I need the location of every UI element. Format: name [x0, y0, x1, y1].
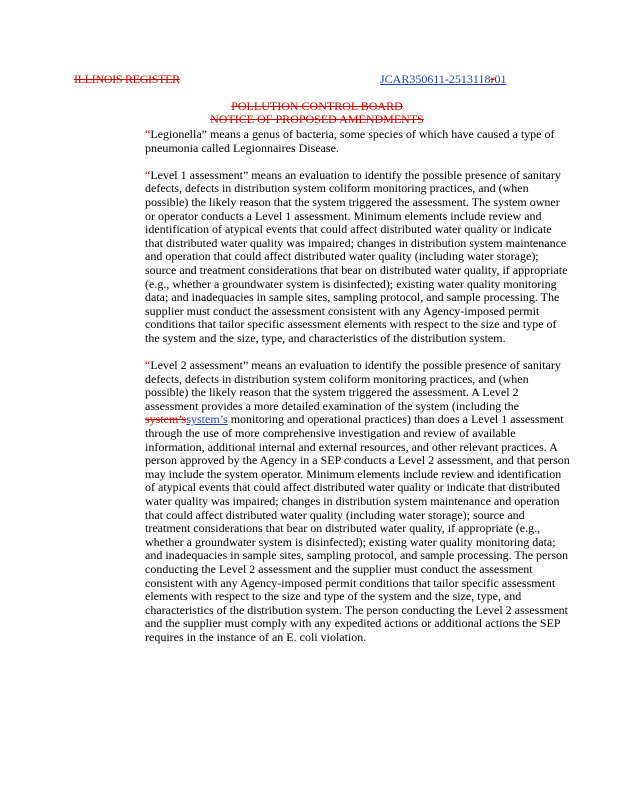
register-header: ILLINOIS REGISTER	[74, 72, 180, 86]
jcar-code-prefix: JCAR350611-2513118	[380, 72, 491, 86]
inserted-text: system’s	[186, 412, 228, 427]
open-quote: “	[145, 127, 151, 141]
definition-text: Level 1 assessment” means an evaluation to identify the possible presence of sanitary defects, defects in distribution system coliform monitoring practices, and (when possible) the likely reason that the system triggered the assessment. The system owner or operator conducts a Level 1 assessment. Minimum elements include review and identification of atypical events that could affect distributed water quality or indicate that distributed water quality was impaired; changes in distribution system maintenance and operation that could affect distributed water quality (including water storage); source and treatment considerations that bear on distributed water quality, if appropriate (e.g., whether a groundwater system is disinfected); existing water quality monitoring data; and inadequacies in sample sites, sampling protocol, and sample processing. The supplier must conduct the assessment consistent with any Agency-imposed permit conditions that tailor specific assessment elements with respect to the size and type of the system and the size, type, and characteristics of the distribution system.	[145, 167, 568, 345]
open-quote: “	[145, 167, 151, 182]
definition-text: Legionella” means a genus of bacteria, some species of which have caused a type of pneumonia called Legionnaires Disease.	[145, 127, 555, 155]
board-title: POLLUTION CONTROL BOARD	[231, 99, 403, 113]
definition-level-1-assessment	[145, 169, 570, 346]
jcar-code-suffix: 01	[494, 72, 507, 86]
definition-level-2-assessment	[145, 359, 570, 644]
definition-text-part2: monitoring and operational practices) than does a Level 1 assessment through the use of more comprehensive investigation and review of available information, additional internal and external resources, and other relevant practices. A person approved by the Agency in a SEP conducts a Level 2 assessment, and that person may include the system operator. Minimum elements include review and identification of atypical events that could affect distributed water quality or indicate that distributed water quality was impaired; changes in distribution system maintenance and operation that could affect distributed water quality (including water storage); source and treatment considerations that bear on distributed water quality, if appropriate (e.g., whether a groundwater system is disinfected); existing water quality monitoring data; and inadequacies in sample sites, sampling protocol, and sample processing. The person conducting the Level 2 assessment and the supplier must conduct the assessment consistent with any Agency-imposed permit conditions that tailor specific assessment elements with respect to the size and type of the system and the size, type, and characteristics of the distribution system. The person conducting the Level 2 assessment and the supplier must comply with any expedited actions or additional actions the SEP requires in the instance of an E. coli violation.	[145, 412, 570, 644]
open-quote: “	[145, 358, 151, 373]
notice-title: NOTICE OF PROPOSED AMENDMENTS	[210, 112, 424, 126]
document-body	[145, 128, 570, 658]
definition-legionella	[145, 128, 570, 155]
definition-text-part1: Level 2 assessment” means an evaluation to identify the possible presence of sanitary defects, defects in distribution system coliform monitoring practices, and (when possible) the likely reason that the system triggered the assessment. A Level 2 assessment provides a more detailed examination of the system (including the	[145, 358, 561, 413]
jcar-code	[380, 72, 506, 87]
deleted-text: system’s	[145, 412, 187, 427]
jcar-code-strike: r	[490, 72, 495, 86]
